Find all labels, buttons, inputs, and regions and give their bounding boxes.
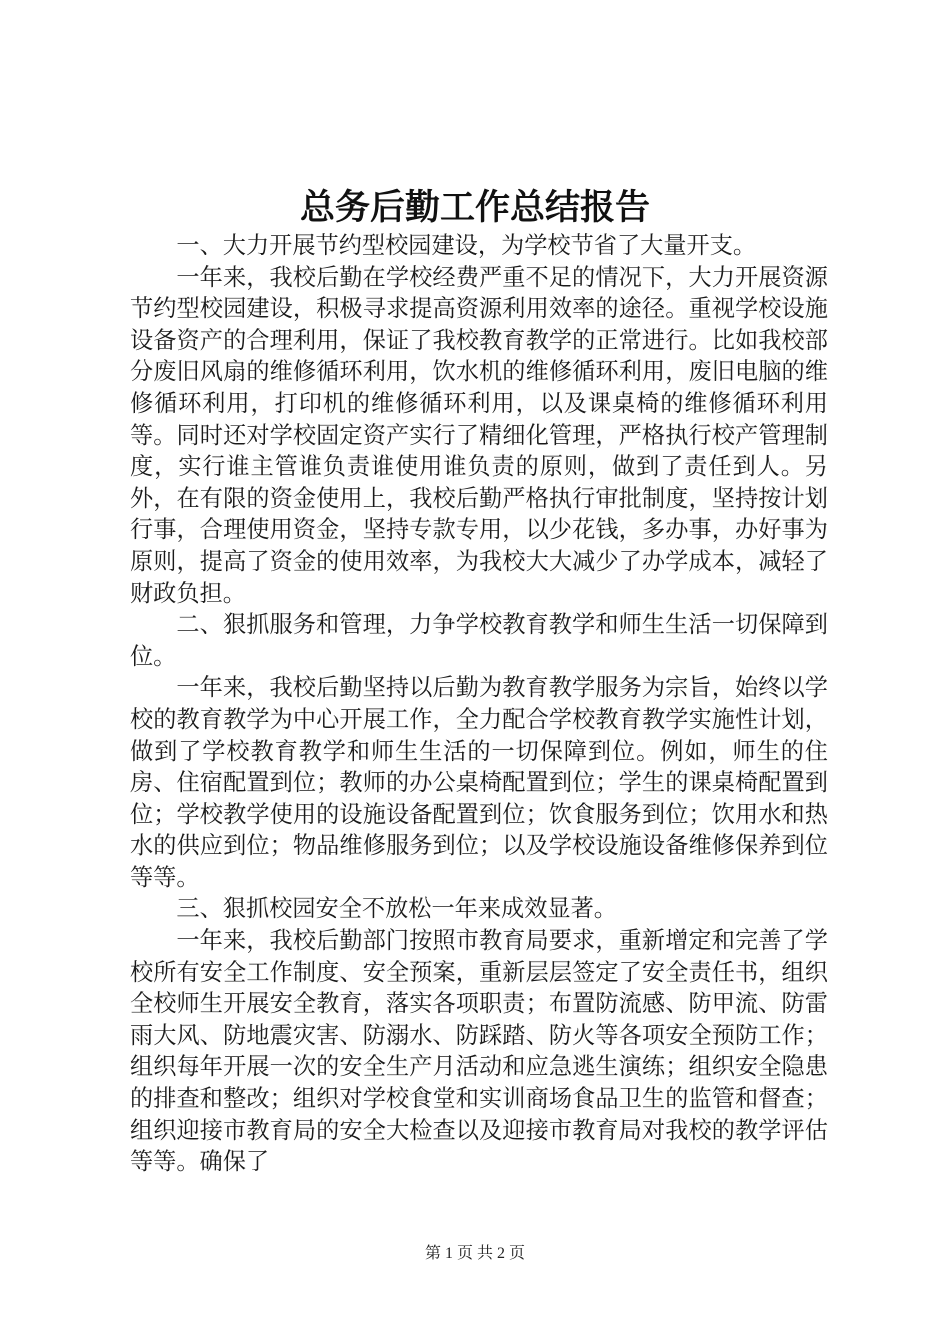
section-heading-2: 二、狠抓服务和管理，力争学校教育教学和师生生活一切保障到位。 bbox=[130, 611, 828, 670]
body-paragraph-3: 一年来，我校后勤部门按照市教育局要求，重新增定和完善了学校所有安全工作制度、安全预案，重新层层签定了安全责任书，组织全校师生开展安全教育，落实各项职责；布置防流感、防甲流、防雷雨大风、防地震灾害、防溺水、防踩踏、防火等各项安全预防工作；组织每年开展一次的安全生产月活动和应急逃生演练；组织安全隐患的排查和整改；组织对学校食堂和实训商场食品卫生的监管和督查；组织迎接市教育局的安全大检查以及迎接市教育局对我校的教学评估等等。确保了 bbox=[130, 927, 828, 1176]
body-paragraph-1: 一年来，我校后勤在学校经费严重不足的情况下，大力开展资源节约型校园建设，积极寻求提高资源利用效率的途径。重视学校设施设备资产的合理利用，保证了我校教育教学的正常进行。比如我校部分废旧风扇的维修循环利用，饮水机的维修循环利用，废旧电脑的维修循环利用，打印机的维修循环利用，以及课桌椅的维修循环利用等。同时还对学校固定资产实行了精细化管理，严格执行校产管理制度，实行谁主管谁负责谁使用谁负责的原则，做到了责任到人。另外，在有限的资金使用上，我校后勤严格执行审批制度，坚持按计划行事，合理使用资金，坚持专款专用，以少花钱，多办事，办好事为原则，提高了资金的使用效率，为我校大大减少了办学成本，减轻了财政负担。 bbox=[130, 263, 828, 607]
document-body bbox=[130, 230, 828, 1178]
page-number-footer: 第 1 页 共 2 页 bbox=[424, 1245, 525, 1262]
section-heading-1: 一、大力开展节约型校园建设，为学校节省了大量开支。 bbox=[176, 232, 757, 259]
section-heading-3: 三、狠抓校园安全不放松一年来成效显著。 bbox=[176, 895, 617, 923]
document-title: 总务后勤工作总结报告 bbox=[299, 187, 650, 228]
body-paragraph-2: 一年来，我校后勤坚持以后勤为教育教学服务为宗旨，始终以学校的教育教学为中心开展工作，全力配合学校教育教学实施性计划，做到了学校教育教学和师生生活的一切保障到位。例如，师生的住房、住宿配置到位；教师的办公桌椅配置到位；学生的课桌椅配置到位；学校教学使用的设施设备配置到位；饮食服务到位；饮用水和热水的供应到位；物品维修服务到位；以及学校设施设备维修保养到位等等。 bbox=[130, 674, 828, 891]
